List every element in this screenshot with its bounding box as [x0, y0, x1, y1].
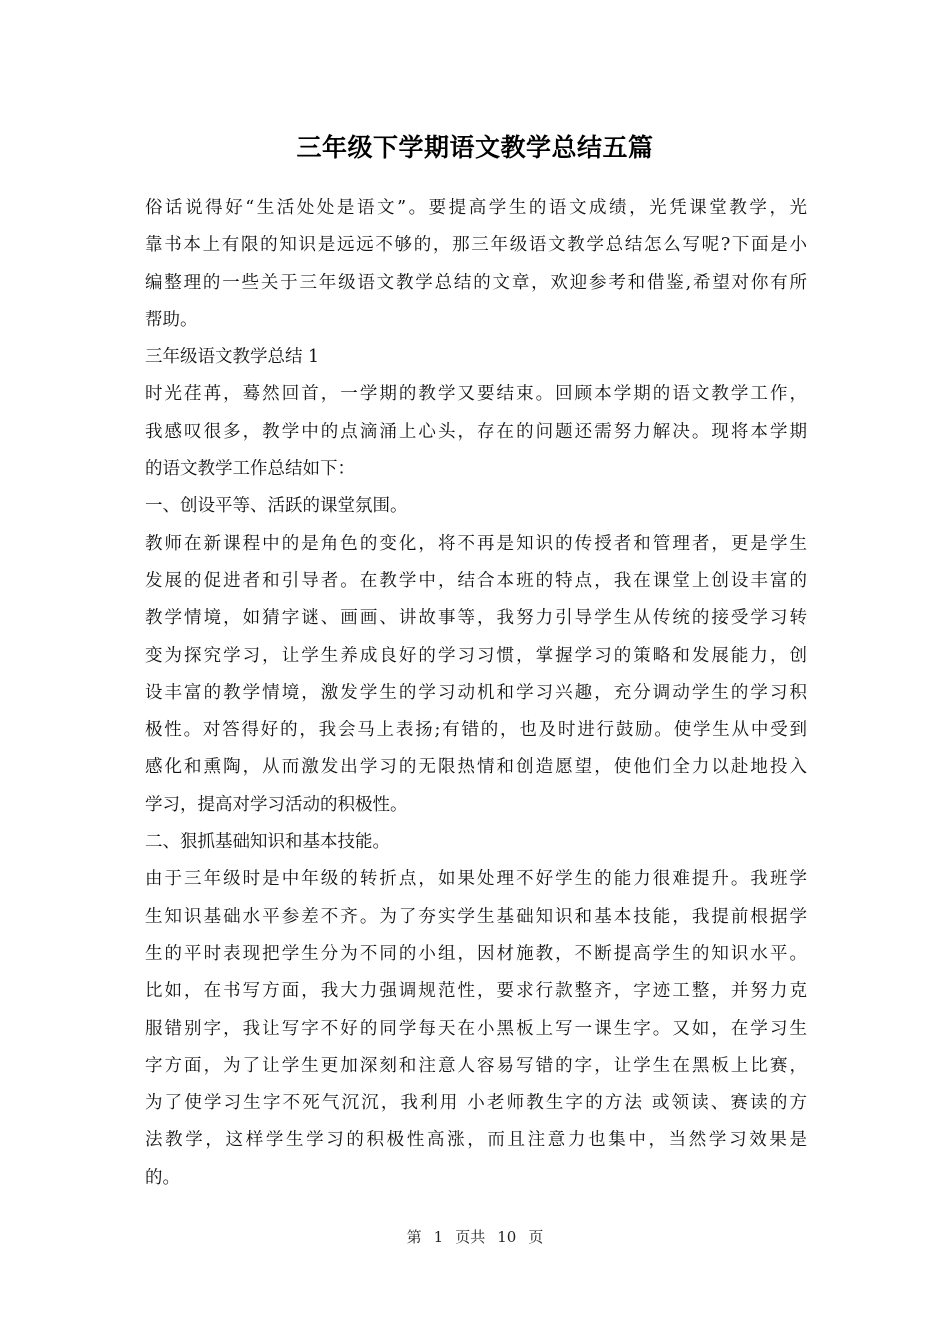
footer-prefix: 第	[406, 1228, 422, 1246]
text-line: 生的平时表现把学生分为不同的小组，因材施教，不断提高学生的知识水平。	[145, 943, 807, 964]
text-line: 服错别字，我让写字不好的同学每天在小黑板上写一课生字。又如，在学习生	[145, 1018, 807, 1039]
text-line: 为了使学习生字不死气沉沉，我利用 小老师教生字的方法 或领读、赛读的方	[145, 1093, 807, 1114]
text-line: 的语文教学工作总结如下：	[145, 459, 355, 480]
text-line: 教师在新课程中的是角色的变化，将不再是知识的传授者和管理者，更是学生	[145, 533, 807, 554]
footer-mid: 页共	[455, 1228, 486, 1246]
footer-page-number: 1	[433, 1228, 444, 1246]
page-footer	[0, 1226, 950, 1248]
text-line: 比如，在书写方面，我大力强调规范性，要求行款整齐，字迹工整，并努力克	[145, 981, 807, 1002]
text-line: 时光荏苒，蓦然回首，一学期的教学又要结束。回顾本学期的语文教学工作，	[145, 384, 807, 405]
text-line: 变为探究学习，让学生养成良好的学习习惯，掌握学习的策略和发展能力，创	[145, 645, 807, 666]
text-line: 由于三年级时是中年级的转折点，如果处理不好学生的能力很难提升。我班学	[145, 869, 807, 890]
text-line: 教学情境，如猜字谜、画画、讲故事等，我努力引导学生从传统的接受学习转	[145, 608, 807, 629]
text-line: 靠书本上有限的知识是远远不够的，那三年级语文教学总结怎么写呢?下面是小	[145, 235, 807, 256]
text-line: 我感叹很多，教学中的点滴涌上心头，存在的问题还需努力解决。现将本学期	[145, 421, 807, 442]
text-line: 三年级语文教学总结 1	[145, 347, 320, 368]
footer-suffix: 页	[528, 1228, 544, 1246]
text-line: 二、狠抓基础知识和基本技能。	[145, 832, 390, 853]
text-line: 一、创设平等、活跃的课堂氛围。	[145, 496, 408, 517]
text-line: 俗话说得好“生活处处是语文”。要提高学生的语文成绩，光凭课堂教学，光	[145, 198, 807, 218]
text-line: 极性。对答得好的，我会马上表扬;有错的，也及时进行鼓励。使学生从中受到	[145, 720, 807, 741]
text-line: 字方面，为了让学生更加深刻和注意人容易写错的字，让学生在黑板上比赛，	[145, 1055, 807, 1076]
text-line: 感化和熏陶，从而激发出学习的无限热情和创造愿望，使他们全力以赴地投入	[145, 757, 807, 778]
text-line: 生知识基础水平参差不齐。为了夯实学生基础知识和基本技能，我提前根据学	[145, 906, 807, 927]
document-body	[145, 190, 807, 1197]
text-line: 设丰富的教学情境，激发学生的学习动机和学习兴趣，充分调动学生的学习积	[145, 682, 807, 703]
text-line: 法教学，这样学生学习的积极性高涨，而且注意力也集中，当然学习效果是	[145, 1130, 807, 1151]
text-line: 学习，提高对学习活动的积极性。	[145, 794, 408, 815]
text-line: 编整理的一些关于三年级语文教学总结的文章，欢迎参考和借鉴,希望对你有所	[145, 272, 807, 293]
text-line: 的。	[145, 1167, 180, 1188]
text-line: 帮助。	[145, 309, 198, 330]
document-title: 三年级下学期语文教学总结五篇	[296, 133, 654, 162]
footer-total-pages: 10	[497, 1228, 517, 1246]
text-line: 发展的促进者和引导者。在教学中，结合本班的特点，我在课堂上创设丰富的	[145, 570, 807, 591]
